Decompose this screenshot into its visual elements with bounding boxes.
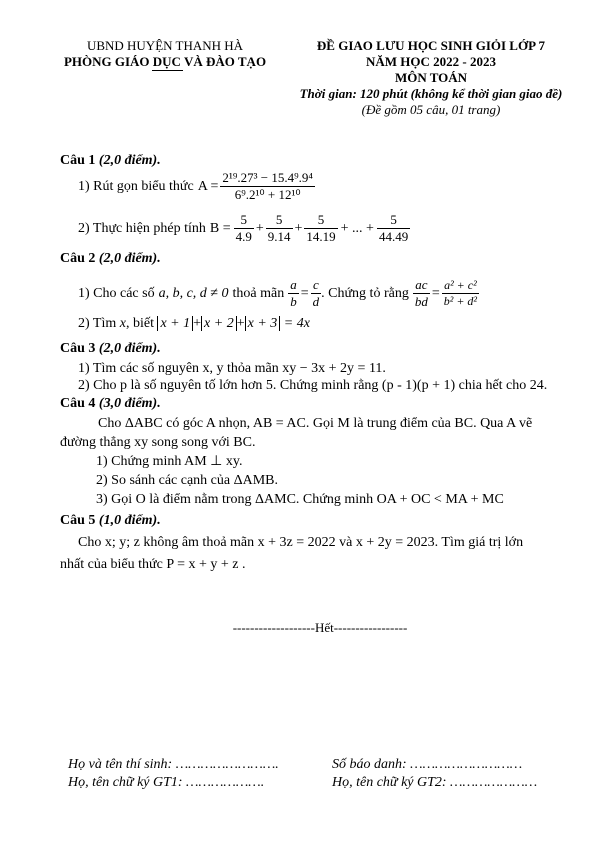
q2-fraction-a-b-den: b bbox=[290, 293, 297, 309]
q1-term-2-den: 9.14 bbox=[267, 228, 291, 244]
page-count-note: (Đề gồm 05 câu, 01 trang) bbox=[361, 102, 501, 117]
q1-part1-fraction bbox=[220, 170, 314, 203]
proctor1-signature-field: Họ, tên chữ ký GT1: ………………. bbox=[68, 775, 265, 790]
q2-part2-text-a: 2) Tìm bbox=[78, 316, 117, 331]
q2-fraction-a-b-num: a bbox=[290, 276, 297, 292]
q2-fraction-ac-bd-num: ac bbox=[413, 277, 430, 294]
q1-term-1 bbox=[234, 212, 254, 245]
q5-heading bbox=[60, 512, 161, 529]
q2-fraction-squares-num: a² + c² bbox=[442, 278, 479, 294]
q4-intro-line1: Cho ΔABC có góc A nhọn, AB = AC. Gọi M là trung điểm của BC. Qua A vẽ bbox=[98, 416, 533, 431]
q2-part1-text-c: . Chứng tỏ rằng bbox=[321, 285, 409, 301]
q3-part1: 1) Tìm các số nguyên x, y thỏa mãn xy − 3x + 2y = 11. bbox=[78, 361, 386, 376]
plus-sign: + bbox=[193, 316, 202, 331]
q1-term-3-den: 14.19 bbox=[306, 228, 336, 244]
plus-sign: + bbox=[236, 316, 245, 331]
q2-fraction-squares-den: b² + d² bbox=[443, 293, 478, 308]
q3-points: (2,0 điểm). bbox=[98, 341, 161, 356]
q4-intro-line2: đường thẳng xy song song với BC. bbox=[60, 435, 256, 450]
q1-term-1-num: 5 bbox=[234, 212, 254, 229]
q5-line2: nhất của biểu thức P = x + y + z . bbox=[60, 557, 246, 572]
q1-term-3-num: 5 bbox=[304, 212, 337, 229]
q5-line1: Cho x; y; z không âm thoả mãn x + 3z = 2022 và x + 2y = 2023. Tìm giá trị lớn bbox=[78, 535, 524, 550]
q1-part1-numerator: 2¹⁹.27³ − 15.4⁹.9⁴ bbox=[222, 169, 313, 185]
plus-sign: + bbox=[294, 220, 303, 236]
q1-part2 bbox=[78, 208, 410, 248]
equals-sign: = bbox=[431, 285, 440, 301]
subject: MÔN TOÁN bbox=[394, 70, 468, 85]
q1-term-4-den: 44.49 bbox=[378, 228, 409, 244]
q2-fraction-c-d bbox=[311, 277, 322, 310]
q1-term-4-num: 5 bbox=[377, 212, 410, 229]
q1-term-2 bbox=[266, 212, 293, 245]
q2-part1-text-a: 1) Cho các số bbox=[78, 285, 155, 301]
q1-term-2-num: 5 bbox=[266, 212, 293, 229]
proctor2-signature-field: Họ, tên chữ ký GT2: ………………… bbox=[332, 775, 538, 790]
candidate-name-field: Họ và tên thí sinh: ……………………. bbox=[68, 757, 279, 772]
abs-value-2: x + 2 bbox=[201, 316, 237, 331]
q3-part2: 2) Cho p là số nguyên tố lớn hơn 5. Chứng minh rằng (p - 1)(p + 1) chia hết cho 24. bbox=[78, 378, 548, 393]
q2-part2-rhs: = 4x bbox=[283, 316, 310, 331]
ellipsis-sum: + ... + bbox=[340, 220, 374, 236]
q4-points: (3,0 điểm). bbox=[98, 396, 161, 411]
q4-heading bbox=[60, 395, 161, 412]
q2-heading bbox=[60, 250, 161, 267]
abs-value-3: x + 3 bbox=[245, 316, 281, 331]
q4-part3: 3) Gọi O là điểm nằm trong ΔAMC. Chứng minh OA + OC < MA + MC bbox=[96, 492, 504, 507]
abs-value-1: x + 1 bbox=[157, 316, 193, 331]
q1-term-4 bbox=[377, 212, 410, 245]
q4-part2: 2) So sánh các cạnh của ΔAMB. bbox=[96, 473, 279, 488]
q1-term-1-den: 4.9 bbox=[235, 228, 252, 244]
time-limit: Thời gian: 120 phút (không kể thời gian giao đề) bbox=[299, 86, 563, 101]
plus-sign: + bbox=[255, 220, 264, 236]
q2-part1-text-b: thoả mãn bbox=[232, 285, 285, 301]
q2-part2 bbox=[78, 315, 310, 332]
q1-part2-lhs: B = bbox=[209, 220, 231, 236]
q1-title: Câu 1 bbox=[60, 153, 96, 168]
q1-points: (2,0 điểm). bbox=[98, 153, 161, 168]
q1-part1-text: 1) Rút gọn biểu thức bbox=[78, 178, 194, 194]
q2-title: Câu 2 bbox=[60, 251, 96, 266]
end-mark: -------------------Hết----------------- bbox=[232, 620, 408, 635]
q4-title: Câu 4 bbox=[60, 396, 96, 411]
header-left-underline bbox=[152, 70, 183, 71]
q3-title: Câu 3 bbox=[60, 341, 96, 356]
q2-fraction-ac-bd bbox=[413, 277, 430, 310]
q1-part2-text: 2) Thực hiện phép tính bbox=[78, 220, 206, 236]
q1-part1-denominator: 6⁹.2¹⁰ + 12¹⁰ bbox=[234, 186, 301, 202]
q2-part2-text-b: , biết bbox=[125, 316, 154, 331]
district-name: UBND HUYỆN THANH HÀ bbox=[86, 38, 244, 53]
exam-title: ĐỀ GIAO LƯU HỌC SINH GIỎI LỚP 7 bbox=[316, 38, 546, 53]
q2-fraction-c-d-num: c bbox=[311, 277, 322, 294]
q3-heading bbox=[60, 340, 161, 357]
q2-part1 bbox=[78, 272, 479, 314]
q1-part1-lhs: A = bbox=[197, 178, 219, 194]
q2-part1-vars: a, b, c, d ≠ 0 bbox=[158, 285, 229, 301]
header-right bbox=[286, 38, 576, 118]
department-name: PHÒNG GIÁO DỤC VÀ ĐÀO TẠO bbox=[63, 54, 267, 69]
q2-points: (2,0 điểm). bbox=[98, 251, 161, 266]
q2-fraction-c-d-den: d bbox=[312, 293, 320, 309]
q4-part1: 1) Chứng minh AM ⊥ xy. bbox=[96, 454, 243, 469]
header-left bbox=[48, 38, 282, 70]
q1-term-3 bbox=[304, 212, 337, 245]
q5-points: (1,0 điểm). bbox=[98, 513, 161, 528]
q2-part2-x: x bbox=[119, 316, 126, 331]
school-year: NĂM HỌC 2022 - 2023 bbox=[366, 54, 496, 69]
q1-part1 bbox=[78, 166, 315, 206]
q2-fraction-a-b bbox=[288, 277, 299, 310]
candidate-number-field: Số báo danh: ……………………… bbox=[332, 757, 523, 772]
q2-fraction-squares bbox=[442, 278, 479, 309]
q2-fraction-ac-bd-den: bd bbox=[414, 293, 428, 309]
q5-title: Câu 5 bbox=[60, 513, 96, 528]
equals-sign: = bbox=[300, 285, 309, 301]
